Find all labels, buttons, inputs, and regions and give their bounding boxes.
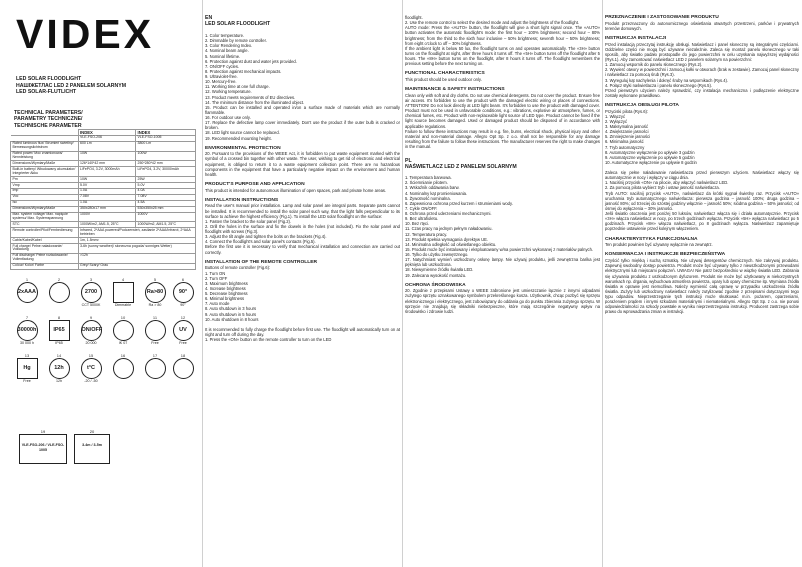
pl-install-text: Przed instalacją przeczytaj instrukcję obsługi. Naświetlacz i panel słoneczny są integralnymi częściami. Oddzielne części nie mogą być używane niezależnie. Zaleca się montaż panelu słonecznego w taki sposób, aby światło padało prostopadle do jego powierzchni w celu uzyskania najwyższej wydajności (Rys.1). Aby zamontować naświetlacz LED z panelem solarnym na powierzchni: 1. Zamocuj wspornik do panelu słonecznego (Rys.2). 2. Wywierć otwory w powierzchni i zamocuj kołki w otworach (brak w zestawie). Zamocuj panel słoneczny i naświetlacz za pomocą śrub (Rys.3). 3. Wyreguluj kąt nachylenia i dokręć śruby na wspornikach (Rys.4). 4. Połącz styki naświetlacza i panelu słonecznego (Rys.5). Przed pierwszym użyciem należy sprawdzić, czy instalacja mechaniczna i podłączenie elektryczne zostały wykonane prawidłowo. bbox=[605, 41, 799, 98]
figure-item bbox=[72, 429, 112, 464]
spec-header-cell: VLE-FSO-1005 bbox=[136, 135, 196, 141]
pl-env-heading: OCHRONA ŚRODOWISKA bbox=[405, 282, 466, 288]
spec-label-cell: Max. system voltage/ Max. napięcie systemu/ Max. Systemspannung bbox=[11, 212, 79, 222]
icon-item bbox=[78, 353, 104, 383]
icon-grid bbox=[12, 277, 196, 479]
icon-item bbox=[142, 277, 168, 307]
spec-value-cell: 1000W/m2, AM1.5, 25°C bbox=[136, 222, 196, 228]
brand-logo: VIDEX bbox=[16, 11, 155, 57]
icon-caption: Free bbox=[179, 340, 187, 345]
icon-caption: Free bbox=[23, 378, 31, 383]
pl-install-heading: INSTRUKCJA INSTALACJI bbox=[605, 35, 667, 41]
icon-number: 1 bbox=[25, 276, 29, 282]
icon-number: 14 bbox=[56, 352, 62, 358]
spec-icon: IP65 bbox=[49, 320, 70, 341]
spec-icon bbox=[49, 282, 70, 303]
icon-item bbox=[170, 353, 196, 379]
spec-row bbox=[11, 141, 196, 151]
en-cont-text: floodlight. 2. Use the remote control to select the desired mode and adjust the brightness of the floodlight. AUTO mode: Press the «AUTO» button, the floodlight will give a short light signal once. The «AUTO» button activates the automatic floodlight's mode: the first hour – 100% brightness; second hour – 80% brightness; from the third to the sixth hour inclusive – 50% brightness; seventh hour – 50% brightness; from eight o'clock to off – 30% brightness. If the ambient light is below 50 lux, the floodlight turns on and operates automatically. The «3H» button turns on the floodlight at night, after three hours it turns off. The «5H» button turns off the floodlight after 5 hours. The «8H» button turns on the floodlight, after 8 hours it turns off. The floodlight remembers the previous setting before the next turning on. bbox=[405, 15, 600, 67]
icon-item bbox=[14, 277, 40, 303]
spec-icon bbox=[113, 358, 134, 379]
spec-value-cell: 25W bbox=[136, 177, 196, 183]
spec-label-cell: Full discharge/ Pełne rozładowanie/ Vollentladung bbox=[11, 253, 79, 263]
spec-icon bbox=[113, 282, 134, 303]
spec-icon bbox=[145, 320, 166, 341]
en-install-text: Read the user's manual prior installation. Lamp and solar panel are integral parts. Separate parts cannot be installed. It is recommended to install the solar panel such way, that the light falls perpendicular to its surface to achieve the highest efficiency (Fig.1). To install the LED solar floodlight on the surface: 1. Fasten the bracket to the solar panel (Fig.2). 2. Drill the holes in the surface and fix the dowels in the holes (not included). Fix the solar panel and floodlight with screws (Fig.3). 3. Adjust the tilt angle and tighten the bolts on the brackets (Fig.4). 4. Connect the floodlight's and solar panel's contacts (Fig.5). Before the first use it is necessary to verify that mechanical installation and connection are carried out correctly. bbox=[205, 203, 400, 255]
spec-value-cell: 7.08V bbox=[136, 194, 196, 200]
spec-icon: 30000h bbox=[17, 320, 38, 341]
spec-row bbox=[11, 212, 196, 222]
spec-value-cell: LiFePO4, 3.2V, 30000mAh bbox=[136, 167, 196, 177]
en-purpose-heading: PRODUCT'S PURPOSE AND APPLICATION bbox=[205, 181, 305, 187]
en-icon-list: 1. Color temperature. 2. Dimmable by remote controller. 3. Color Rendering Index. 4. Nominal beam angle. 5. Nominal lifetime. 6. Protection against dust and water jets provided. 7. ON/OFF cycles. 8. Protection against mechanical impacts. 9. Ultraviolet-free. 10. Mercury-free. 11. Working time at one full charge. 12. Working temperature. 13. Product meets requirements of EU directives. 14. The minimum distance from the illuminated object. 15. Product can be installed and operated in/on a surface made of materials which are normally flammable. 16. For outdoor use only. 17. Replace the defective lamp cover immediately. Don't use the product if the outer bulb is cracked or broken. 18. LED light source cannot be replaced. 19. Recommended mounting height. bbox=[205, 33, 400, 141]
spec-value-cell: Infrared, 2*AAA powered/Podczerwień, zasilanie 2*AAA/Infrarot, 2*AAA betrieben bbox=[78, 228, 196, 238]
product-name-pl: НАШІЖЕТЛАС LED 2 PANELEM SOLARNYM bbox=[16, 82, 127, 89]
icon-caption: 90° bbox=[180, 302, 186, 307]
spec-label-cell: Colour/ Kolor/ Farbe bbox=[11, 263, 79, 269]
column-en-1 bbox=[205, 0, 400, 567]
spec-value-cell: 100W bbox=[136, 151, 196, 161]
spec-value-cell: 4.5A bbox=[136, 200, 196, 206]
spec-icon: Hg bbox=[17, 358, 38, 379]
product-names bbox=[16, 76, 200, 96]
icon-item bbox=[46, 277, 72, 303]
pl-env-text: 20. Zgodnie z przepisami Ustawy o WEEE zabronione jest umieszczanie łącznie z innymi odpadami zużytego sprzętu oznakowanego symbolem przekreślonego kosza. Użytkownik, chcąc pozbyć się sprzętu elektronicznego i elektrycznego, jest zobowiązany do oddania go do punktu zbierania zużytego sprzętu. W sprzęcie nie znajdują się składniki niebezpieczne, które mają szczególnie negatywny wpływ na środowisko i zdrowie ludzi. bbox=[405, 288, 602, 314]
icon-item bbox=[110, 315, 136, 345]
icon-number: 7 bbox=[25, 314, 29, 320]
en-remote-heading: INSTALLATION OF THE REMOTE CONTROLLER bbox=[205, 259, 318, 265]
en-func-text: This product should be used outdoor only. bbox=[405, 76, 482, 82]
spec-label-cell: Built-in battery/ Wbudowany akumulator/ Integrierter Akku bbox=[11, 167, 79, 177]
spec-icon: 2700 bbox=[81, 282, 102, 303]
spec-icon: 2xAAA bbox=[17, 282, 38, 303]
icon-number: 19 bbox=[40, 428, 46, 434]
pl-remote-text: Przyciski pilota (Rys.6): 1. Włączyć 2. Wyłączyć 3. Maksymalna jasność 4. Zwiększanie jasności 5. Zmniejszenie jasności 6. Minimalna jasność 7. Tryb automatyczny 8. Automatyczne wyłączenie po upływie 3 godzin 9. Automatyczne wyłączenie po upływie 5 godzin 10. Automatyczne wyłączenie po upływie 8 godzin bbox=[605, 108, 697, 165]
icon-number: 3 bbox=[89, 276, 93, 282]
icon-caption: 30 000 h bbox=[20, 340, 34, 345]
pl-purpose-heading: PRZEZNACZENIE I ZASTOSOWANIE PRODUKTU bbox=[605, 15, 719, 20]
icon-number: 15 bbox=[88, 352, 94, 358]
product-name-de: LED SOLAR-FLUTLICHT bbox=[16, 89, 77, 96]
pl-remote-heading: INSTRUKCJA OBSŁUGI PILOTA bbox=[605, 103, 679, 109]
icon-number: 10 bbox=[120, 314, 126, 320]
icon-caption: IK 07 bbox=[118, 340, 128, 345]
icon-caption: CCT 5000K bbox=[81, 302, 101, 307]
spec-value-cell: 10W bbox=[78, 151, 136, 161]
pl-purpose-text: Produkt przeznaczony do autonomicznego oświetlania otwartych przestrzeni, parków i prywatnych terenów domowych. bbox=[605, 20, 801, 31]
figure-item bbox=[18, 429, 68, 464]
icon-item bbox=[78, 315, 104, 345]
en-maint-text: Clean only with soft and dry cloths. Do not use chemical detergents. Do not cover the product. Ensure free air access. It's forbidden to use the product with the damaged electric wiring or places of connections. ATTENTION! Do not look directly at LED light beam. It's forbidden to use the product with damaged cover. Product must not be used in unfavorable conditions, e.g.: vibrations, explosive air atmosphere, fumes, or chemical fumes, etc. Product with non-replaceable light source of LED type. Product cannot be fixed if the light source becomes damaged. Used or damaged product should be disposed of in accordance with applicable regulations. Failure to follow these instructions may result in e.g. fire, burns, electrical shock, physical injury and other material and non-material damage. Allegro Opt Sp. z o.o. shall not be responsible for any damage resulting from the failure to follow these instructions. The manufacturer reserves the right to make changes in the manual. bbox=[405, 92, 600, 150]
pl-maint-text: Czyścić tylko miękką i suchą szmatką. Nie używaj detergentów chemicznych. Nie zakrywaj produktu. Zapewnij swobodny dostęp powietrza. Produkt może być używany tylko z nieuszkodzonymi przewodami elektrycznymi lub miejscami połączeń. UWAGA! Nie patrz bezpośrednio w wiązkę światła LED. Zabrania się używania produktu z uszkodzonym dyfuzorem. Produkt nie może być użytkowany w niekorzystnych warunkach np. drgania, wybuchowa atmosfera powietrza, opary lub opary chemiczne itp. Wymiana źródła światła w oprawie jest niemożliwa. Należy wymienić całą oprawę w przypadku uszkodzenia źródła światła. Zużyty lub uszkodzony naświetlacz należy zutylizować zgodnie z przepisami dotyczącymi tego typu odpadów. Nieprzestrzeganie tych instrukcji może skutkować m.in. pożarem, oparzeniami, porażeniem prądem i innymi szkodami materialnymi i niematerialnymi. Allegro Opt Sp. z o.o. nie ponosi odpowiedzialności za szkody powstałe w wyniku nieprzestrzegania instrukcji. Producent zastrzega sobie prawo do wprowadzania zmian w instrukcji. bbox=[605, 258, 801, 315]
mounting-height-figure: VLE-FSO-206 / VLE-FSO-1005 bbox=[19, 434, 67, 464]
spec-value-cell: 5.0V bbox=[136, 183, 196, 189]
spec-body bbox=[11, 141, 196, 269]
spec-value-cell: 600 Lm bbox=[78, 141, 136, 151]
icon-number: 20 bbox=[89, 428, 95, 434]
spec-label-cell: Isc bbox=[11, 200, 79, 206]
spec-row bbox=[11, 253, 196, 263]
spec-value-cell: 250*280*42 mm bbox=[136, 161, 196, 167]
icon-number: 17 bbox=[152, 352, 158, 358]
spec-value-cell: 10W bbox=[78, 177, 136, 183]
spec-label-cell: Rated luminous flux/ Strumień świetlny/ Bemessungslichtstrom bbox=[11, 141, 79, 151]
spec-icon bbox=[145, 358, 166, 379]
icon-item bbox=[110, 277, 136, 307]
spec-table bbox=[10, 129, 196, 270]
pl-title: PL NAŚWIETLACZ LED Z PANELEM SOLARNYM bbox=[405, 158, 517, 171]
column-en-2-pl-1 bbox=[405, 0, 600, 567]
icon-number: 9 bbox=[89, 314, 93, 320]
icon-number: 8 bbox=[57, 314, 61, 320]
spec-row bbox=[11, 244, 196, 254]
spec-row bbox=[11, 228, 196, 238]
en-title: EN LED SOLAR FLOODLIGHT bbox=[205, 15, 271, 27]
icon-item bbox=[110, 353, 136, 379]
spec-header-cell: INDEX bbox=[136, 130, 196, 136]
en-remote-text: Buttons of remote controller (Fig.6): 1. Turn ON 2. Turn OFF 3. Maximum brightness 4. Increase brightness 5. Decrease brightness 6. Minimal brightness 7. Auto mode 8. Auto shutdown in 3 hours 9. Auto shutdown in 5 hours 10. Auto shutdown in 8 hours bbox=[205, 265, 271, 322]
spec-label-cell: Full charge/ Pełne naładowanie/ Vollladung bbox=[11, 244, 79, 254]
spec-value-cell: 126*140*42 mm bbox=[78, 161, 136, 167]
icon-number: 18 bbox=[180, 352, 186, 358]
spec-label-cell: Remote controller/Pilot/Fernbedienung bbox=[11, 228, 79, 238]
pl-func-heading: CHARAKTERYSTYKA FUNKCJONALNA bbox=[605, 236, 698, 242]
icon-number: 5 bbox=[153, 276, 157, 282]
spec-header-cell: VLE-FSO-206 bbox=[78, 135, 136, 141]
en-remote-text-2: It is recommended to fully charge the floodlight before first use. The floodlight will automatically turn on at night and turn off during the day. 1. Press the «ON» button on the remote controller to turn on the LED bbox=[205, 326, 400, 343]
icon-number: 2 bbox=[57, 276, 61, 282]
icon-caption: Ra > 80 bbox=[148, 302, 162, 307]
icon-item bbox=[46, 353, 72, 383]
spec-label-cell: Dimensions/Wymiary/Maße bbox=[11, 161, 79, 167]
spec-row bbox=[11, 151, 196, 161]
params-title bbox=[14, 110, 200, 129]
icon-caption: Dimmable bbox=[114, 302, 132, 307]
spec-label-cell: Pm bbox=[11, 177, 79, 183]
en-maint-heading: MAINTENANCE & SAFETY INSTRUCTIONS bbox=[405, 87, 505, 93]
icon-caption: Free bbox=[151, 340, 159, 345]
spec-value-cell: 1.0A bbox=[78, 200, 136, 206]
icon-item bbox=[14, 353, 40, 383]
spec-value-cell: 1000V bbox=[136, 212, 196, 222]
params-title-line: TECHNISCHE PARAMETER bbox=[14, 122, 82, 129]
icon-caption: IP65 bbox=[55, 340, 63, 345]
en-env-heading: ENVIRONMENTAL PROTECTION bbox=[205, 145, 281, 151]
spec-label-cell: Dimensions/Wymiary/Maße bbox=[11, 206, 79, 212]
icon-caption: 12h bbox=[56, 378, 62, 383]
product-name-en: LED SOLAR FLOODLIGHT bbox=[16, 76, 82, 82]
pl-remote-text-2: Zaleca się pełne naładowanie naświetlacza przed pierwszym użyciem. Naświetlacz włączy się automatycznie w nocy i wyłączy w ciągu dnia. 1. Naciśnij przycisk «ON» na pilocie, aby włączyć naświetlacz LED. 2. Za pomocą pilota wybierz tryb i ustaw jasność naświetlacza. Tryb AUTO: naciśnij przycisk «AUTO», naświetlacz da krótki sygnał świetlny raz. Przycisk «AUTO» uruchamia tryb automatycznego naświetlacza: pierwsza godzina – jasność 100%; druga godzina – jasność 80%; od trzeciej do szóstej godziny włącznie – jasność 50%; siódma godzina – 50% jasności; od ósmej do wyłączenia – 30% jasności. Jeśli światło otoczenia jest poniżej 50 luksów, naświetlacz włącza się i działa automatycznie. Przycisk «3H» włącza naświetlacz w nocy, po trzech godzinach wyłącza. Przycisk «5H» wyłącza naświetlacz po 5 godzinach. Przycisk «8H» włącza naświetlacz, po 8 godzinach wyłącza. Naświetlacz zapamiętuje poprzednie ustawienie przed kolejnym włączeniem. bbox=[605, 170, 799, 232]
spec-value-cell: 3-6h (sunny weather)/ słoneczna pogoda/ sonniges Wetter) bbox=[78, 244, 196, 254]
en-purpose-text: This product is intended for autonomous illumination of open spaces, park and private home areas. bbox=[205, 187, 387, 193]
column-pl-2 bbox=[605, 0, 799, 567]
icon-number: 12 bbox=[180, 314, 186, 320]
spec-icon: 90° bbox=[173, 282, 194, 303]
column-specs bbox=[4, 0, 200, 567]
spec-icon: t°C bbox=[81, 358, 102, 379]
params-title-line: PARAMETRY TECHNICZNE/ bbox=[14, 116, 83, 123]
spec-label-cell: STC bbox=[11, 222, 79, 228]
icon-item bbox=[142, 353, 168, 379]
spec-row bbox=[11, 263, 196, 269]
icon-item bbox=[142, 315, 168, 345]
spec-icon: 12h bbox=[49, 358, 70, 379]
spec-value-cell: 350x280x17 mm bbox=[78, 206, 136, 212]
icon-item bbox=[14, 315, 40, 345]
spec-value-cell: 1000V bbox=[78, 212, 136, 222]
spec-value-cell: 5.0V bbox=[78, 183, 136, 189]
spec-icon: Ra>80 bbox=[145, 282, 166, 303]
spec-value-cell: 530x350x25 mm bbox=[136, 206, 196, 212]
spec-label-cell: Cable/Kabel/Kabel bbox=[11, 238, 79, 244]
spec-label-cell: Imp bbox=[11, 188, 79, 194]
pl-maint-heading: KONSERWACJA I INSTRUKCJE BEZPIECZEŃSTWA bbox=[605, 252, 726, 258]
spec-value-cell: 7.08V bbox=[78, 194, 136, 200]
spec-label-cell: Vmp bbox=[11, 183, 79, 189]
spec-label-cell: Voc bbox=[11, 194, 79, 200]
spec-value-cell: 4.0A bbox=[136, 188, 196, 194]
icon-caption: -20 / -50 bbox=[84, 378, 98, 383]
spec-value-cell: 1.0A bbox=[78, 188, 136, 194]
spec-icon bbox=[173, 358, 194, 379]
spec-value-cell: 1000W/m2, AM1.5, 25°C bbox=[78, 222, 136, 228]
spec-value-cell: LiFePO4, 3.2V, 3000mAh bbox=[78, 167, 136, 177]
spec-value-cell: >12h bbox=[78, 253, 196, 263]
mounting-height-figure: 3-4m / 3-5m bbox=[74, 434, 110, 464]
pl-icon-list: 1. Temperatura barwowa. 2. Ściemnianie pilotem. 3. Wskaźnik oddawania barw. 4. Nominalny kąt promieniowania. 5. Żywotność nominalna. 6. Zapewniona ochrona przed kurzem i strumieniami wody. 7. Cykle ON/OFF. 8. Ochrona przed uderzeniami mechanicznymi. 9. Bez ultrafioletu. 10. Bez rtęci. 11. Czas pracy na jednym pełnym naładowaniu. 12. Temperatura pracy. 13. Produkt spełnia wymagania dyrektyw UE. 14. Minimalna odległość od oświetlanego obiektu. 15. Produkt może być instalowany i eksploatowany w/na powierzchni wykonanej z materiałów palnych. 16. Tylko do użytku zewnętrznego. 17. Natychmiast wymień uszkodzony osłonę lampy. Nie używaj produktu, jeśli zewnętrzna bańka jest pęknięta lub uszkodzona. 18. Niewymienne źródło światła LED. 19. Zalecana wysokość montażu. bbox=[405, 175, 600, 278]
en-env-text: 20. Pursuant to the provisions of the WEEE Act, it is forbidden to put waste equipment marked with the symbol of a crossed bin together with other waste. The user, wishing to get rid of electronic and electrical equipment, is obliged to return it to a waste equipment collection point. There are no hazardous components in the equipment that have a particularly negative impact on the environment and human health. bbox=[205, 151, 402, 177]
params-title-line: TECHNICAL PARAMETERS/ bbox=[14, 109, 83, 116]
icon-number: 11 bbox=[152, 314, 158, 320]
spec-label-cell: Rated power/ Moc znamionowa/ Nennleistung bbox=[11, 151, 79, 161]
spec-icon: UV bbox=[173, 320, 194, 341]
pl-func-text: Ten produkt powinien być używany wyłącznie na zewnątrz. bbox=[605, 242, 713, 248]
spec-icon bbox=[113, 320, 134, 341]
icon-item bbox=[170, 315, 196, 345]
icon-number: 16 bbox=[120, 352, 126, 358]
icon-item bbox=[78, 277, 104, 307]
spec-icon: ON/OFF bbox=[81, 320, 102, 341]
spec-value-cell: 1m, 1.5mm² bbox=[78, 238, 196, 244]
spec-value-cell: Grey/ Szary/ Grau bbox=[78, 263, 196, 269]
en-install-heading: INSTALLATION INSTRUCTIONS bbox=[205, 197, 279, 203]
icon-number: 6 bbox=[181, 276, 185, 282]
icon-number: 13 bbox=[24, 352, 30, 358]
spec-value-cell: 3800 Lm bbox=[136, 141, 196, 151]
en-func-heading: FUNCTIONAL CHARACTERISTICS bbox=[405, 71, 485, 77]
icon-item bbox=[170, 277, 196, 307]
icon-number: 4 bbox=[121, 276, 125, 282]
icon-item bbox=[46, 315, 72, 345]
spec-header-cell: INDEX bbox=[78, 130, 136, 136]
icon-caption: 20 000 bbox=[85, 340, 97, 345]
spec-row bbox=[11, 167, 196, 177]
